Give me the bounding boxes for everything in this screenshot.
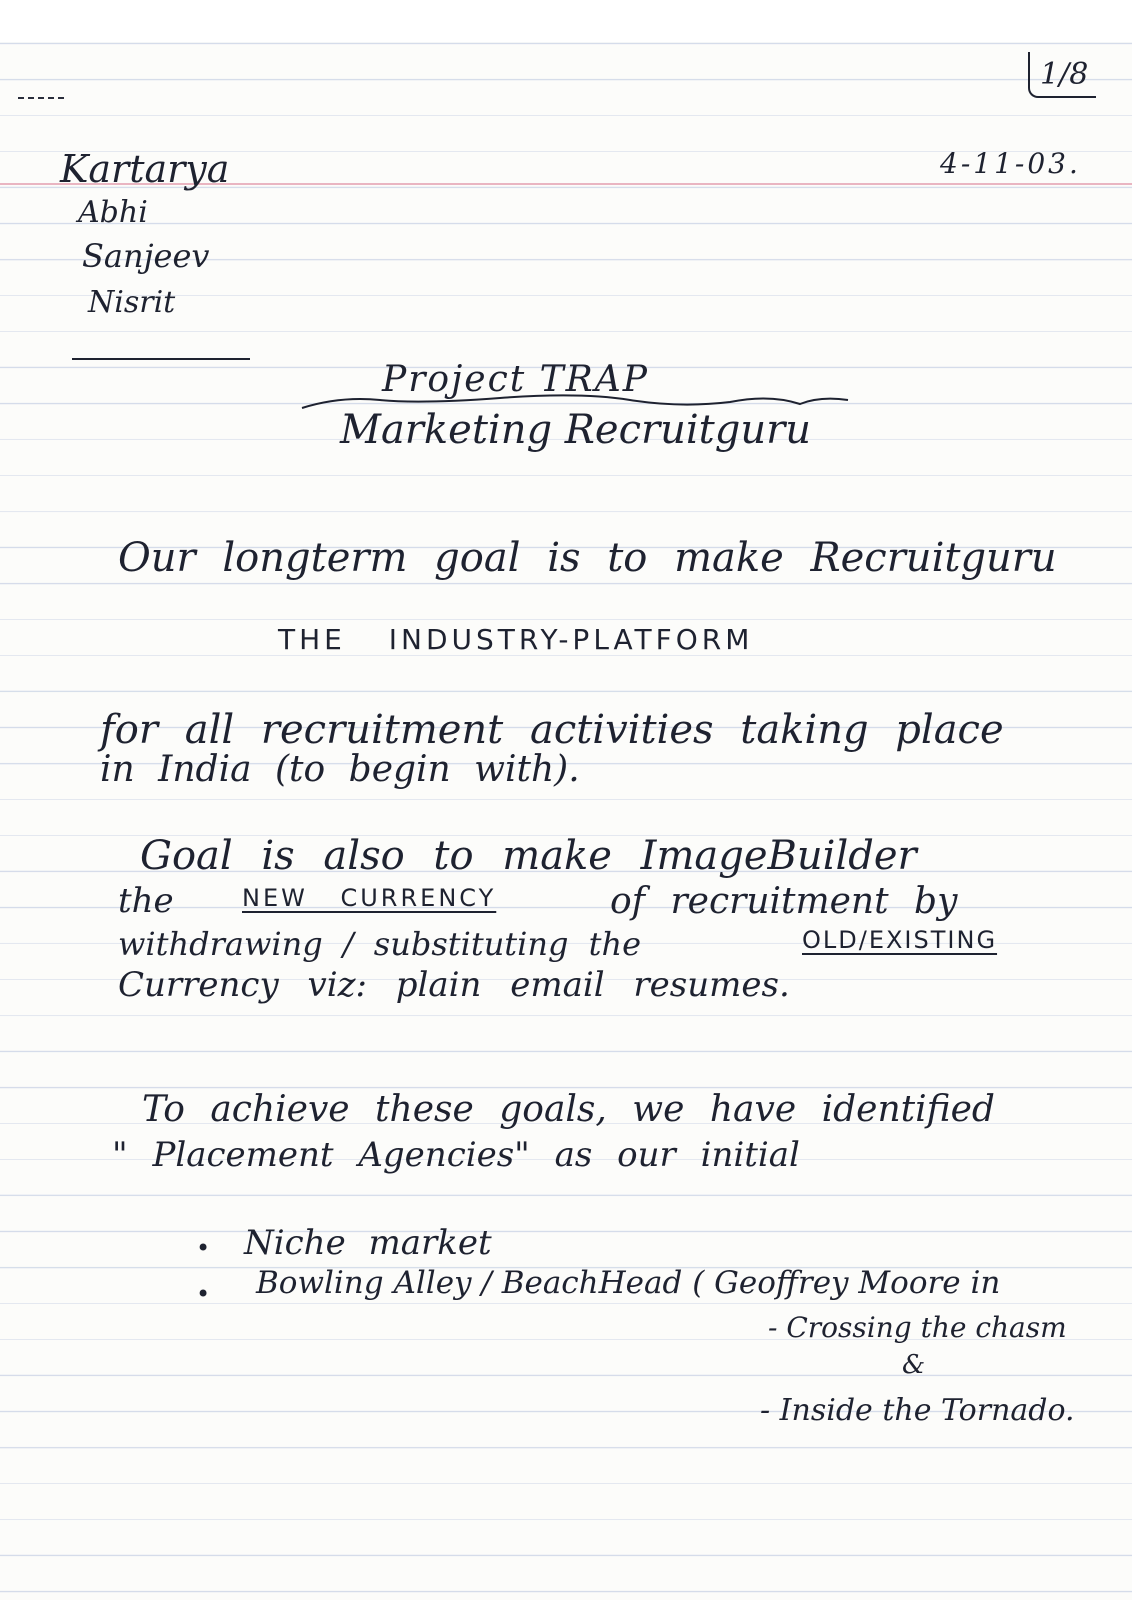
paragraph-line: To achieve these goals, we have identified <box>142 1089 995 1130</box>
author-name: Sanjeev <box>82 237 210 275</box>
paragraph-line: the <box>118 881 174 921</box>
author-name: Kartarya <box>60 147 230 191</box>
author-divider <box>72 358 250 360</box>
emphasis-old-existing: OLD/EXISTING <box>802 926 998 954</box>
paragraph-line: in India (to begin with). <box>100 749 580 790</box>
scan-top-edge <box>0 0 1132 42</box>
paragraph-line: Goal is also to make ImageBuilder <box>140 833 917 879</box>
paragraph-line: of recruitment by <box>610 881 958 922</box>
author-name: Abhi <box>78 195 148 230</box>
paragraph-line: Our longterm goal is to make Recruitguru <box>118 535 1057 581</box>
page-number: 1/8 <box>1040 57 1089 92</box>
author-name: Nisrit <box>88 285 176 320</box>
stray-mark <box>18 97 64 102</box>
paragraph-line: withdrawing / substituting the <box>118 925 642 963</box>
emphasis-new-currency: NEW CURRENCY <box>242 884 497 912</box>
reference-connector: & <box>902 1350 926 1380</box>
paragraph-line: Currency viz: plain email resumes. <box>118 965 790 1005</box>
date: 4-11-03. <box>940 147 1081 180</box>
bullet-marker: • <box>196 1280 211 1308</box>
heading-industry-platform: THE INDUSTRY-PLATFORM <box>278 623 754 656</box>
title-line-2: Marketing Recruitguru <box>340 407 811 453</box>
reference-inside-the-tornado: - Inside the Tornado. <box>760 1393 1075 1428</box>
paragraph-line: for all recruitment activities taking place <box>100 707 1004 753</box>
bullet-text: Bowling Alley / BeachHead ( Geoffrey Moore in <box>256 1265 1001 1301</box>
paragraph-line: " Placement Agencies" as our initial <box>112 1135 800 1175</box>
bullet-text: Niche market <box>244 1223 492 1263</box>
title-line-1: Project TRAP <box>382 359 649 400</box>
bullet-marker: • <box>196 1234 211 1262</box>
reference-crossing-the-chasm: - Crossing the chasm <box>768 1311 1067 1344</box>
